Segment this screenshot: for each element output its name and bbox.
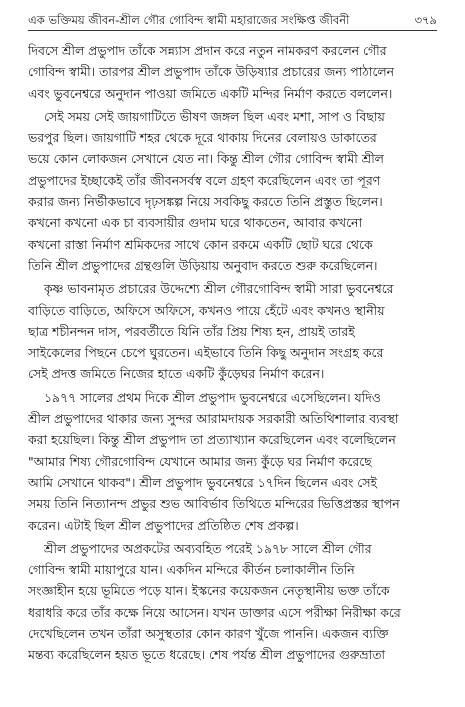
paragraph (28, 387, 437, 536)
running-header (28, 12, 437, 35)
text-line: করেন। এটাই ছিল শ্রীল প্রভুপাদের প্রতিষ্ঠিত শেষ প্রকল্প। (28, 517, 299, 533)
text-line: ভয়ে কোন লোকজন সেখানে যেত না। কিন্তু শ্রীল গৌর গোবিন্দ স্বামী শ্রীল (28, 151, 384, 167)
text-line: ১৯৭৭ সালের প্রথম দিকে শ্রীল প্রভুপাদ ভুবনেশ্বরে এসেছিলেন। যদিও (44, 389, 381, 405)
text-line: ছাত্র শচীনন্দন দাস, পরবর্তীতে যিনি তাঁর প্রিয় শিষ্য হন, প্রায়ই তারই (28, 323, 355, 339)
text-line: মন্তব্য করেছিলেন হয়ত ভূতে ধরেছে। শেষ পর্যন্ত শ্রীল প্রভুপাদের গুরুভ্রাতা (28, 647, 386, 663)
page-number: ৩৭৯ (414, 13, 437, 27)
text-line: কখনো কখনো এক চা ব্যবসায়ীর গুদাম ঘরে থাকতেন, আবার কখনো (28, 215, 363, 231)
text-line: করার জন্য নির্ভীকভাবে দৃঢ়সঙ্কল্প নিয়ে সবকিছু করতে তিনি প্রস্তুত ছিলেন। (28, 194, 383, 210)
text-line: "আমার শিষ্য গৌরগোবিন্দ যেখানে আমার জন্য কুঁড়ে ঘর নির্মাণ করেছে (28, 453, 372, 469)
text-line: দেখেছিলেন তখন তাঁরা অসুস্থতার কোন কারণ খুঁজে পাননি। একজন ব্যক্তি (28, 626, 389, 642)
header-rule (28, 30, 437, 31)
text-line: তিনি শ্রীল প্রভুপাদের গ্রন্থগুলি উড়িয়ায় অনুবাদ করতে শুরু করেছিলেন। (28, 257, 378, 273)
text-line: ভরপুর ছিল। জায়গাটি শহর থেকে দূরে থাকায় দিনের বেলায়ও ডাকাতের (28, 130, 377, 146)
text-line: শ্রীল প্রভুপাদের থাকার জন্য সুন্দর আরামদায়ক সরকারী অতিথিশালার ব্যবস্থা (28, 411, 399, 427)
paragraph (28, 40, 437, 104)
text-line: সাইকেলের পিছনে চেপে ঘুরতেন। এইভাবে তিনি কিছু অনুদান সংগ্রহ করে (28, 345, 384, 361)
running-title: এক ভক্তিময় জীবন-শ্রীল গৌর গোবিন্দ স্বামী মহারাজের সংক্ষিপ্ত জীবনী (28, 13, 350, 27)
paragraph (28, 106, 437, 276)
text-line: শ্রীল প্রভুপাদের অপ্রকটের অব্যবহিত পরেই ১৯৭৮ সালে শ্রীল গৌর (44, 540, 372, 556)
text-line: করা হয়েছিল। কিন্তু শ্রীল প্রভুপাদ তা প্রত্যাখ্যান করেছিলেন এবং বলেছিলেন (28, 432, 396, 448)
paragraph (28, 278, 437, 384)
text-line: গোবিন্দ স্বামী। তারপর শ্রীল প্রভুপাদ তাঁকে উড়িষ্যার প্রচারের জন্য পাঠালেন (28, 64, 395, 80)
text-line: সেই সময় সেই জায়গাটিতে ভীষণ জঙ্গল ছিল এবং মশা, সাপ ও বিছায় (44, 108, 385, 124)
text-line: এবং ভুবনেশ্বরে অনুদান পাওয়া জমিতে একটি মন্দির নির্মাণ করতে বললেন। (28, 85, 393, 101)
text-line: সময় তিনি নিত্যানন্দ প্রভুর শুভ আবির্ভাব তিথিতে মন্দিরের ভিত্তিপ্রস্তর স্থাপন (28, 496, 400, 512)
text-line: আমি সেখানে থাকব"। শ্রীল প্রভুপাদ ভুবনেশ্বরে ১৭দিন ছিলেন এবং সেই (28, 474, 377, 490)
text-line: বাড়িতে বাড়িতে, অফিসে অফিসে, কখনও পায়ে হেঁটে এবং কখনও স্থানীয় (28, 302, 385, 318)
text-line: সংজ্ঞাহীন হয়ে ভূমিতে পড়ে যান। ইস্কনের কয়েকজন নেতৃস্থানীয় ভক্ত তাঁকে (28, 583, 390, 599)
paragraph (28, 538, 437, 666)
text-line: কৃষ্ণ ভাবনামৃত প্রচারের উদ্দেশ্যে শ্রীল গৌরগোবিন্দ স্বামী সারা ভুবনেশ্বরে (44, 281, 394, 297)
text-line: ধরাধরি করে তাঁর কক্ষে নিয়ে আসেন। যখন ডাক্তার এসে পরীক্ষা নিরীক্ষা করে (28, 604, 401, 620)
page-body (28, 40, 437, 697)
text-line: কখনো রাস্তা নির্মাণ শ্রমিকদের সাথে কোন রকমে একটি ছোট ঘরে থেকে (28, 236, 373, 252)
text-line: গোবিন্দ স্বামী মায়াপুরে যান। একদিন মন্দিরে কীর্তন চলাকালীন তিনি (28, 562, 355, 578)
text-line: সেই প্রদত্ত জমিতে নিজের হাতে একটি কুঁড়েঘর নির্মাণ করেন। (28, 366, 325, 382)
text-line: প্রভুপাদের ইচ্ছাকেই তাঁর জীবনসর্বস্ব বলে গ্রহণ করেছিলেন এবং তা পূরণ (28, 172, 381, 188)
text-line: দিবসে শ্রীল প্রভুপাদ তাঁকে সন্ন্যাস প্রদান করে নতুন নামকরণ করলেন গৌর (28, 43, 387, 58)
